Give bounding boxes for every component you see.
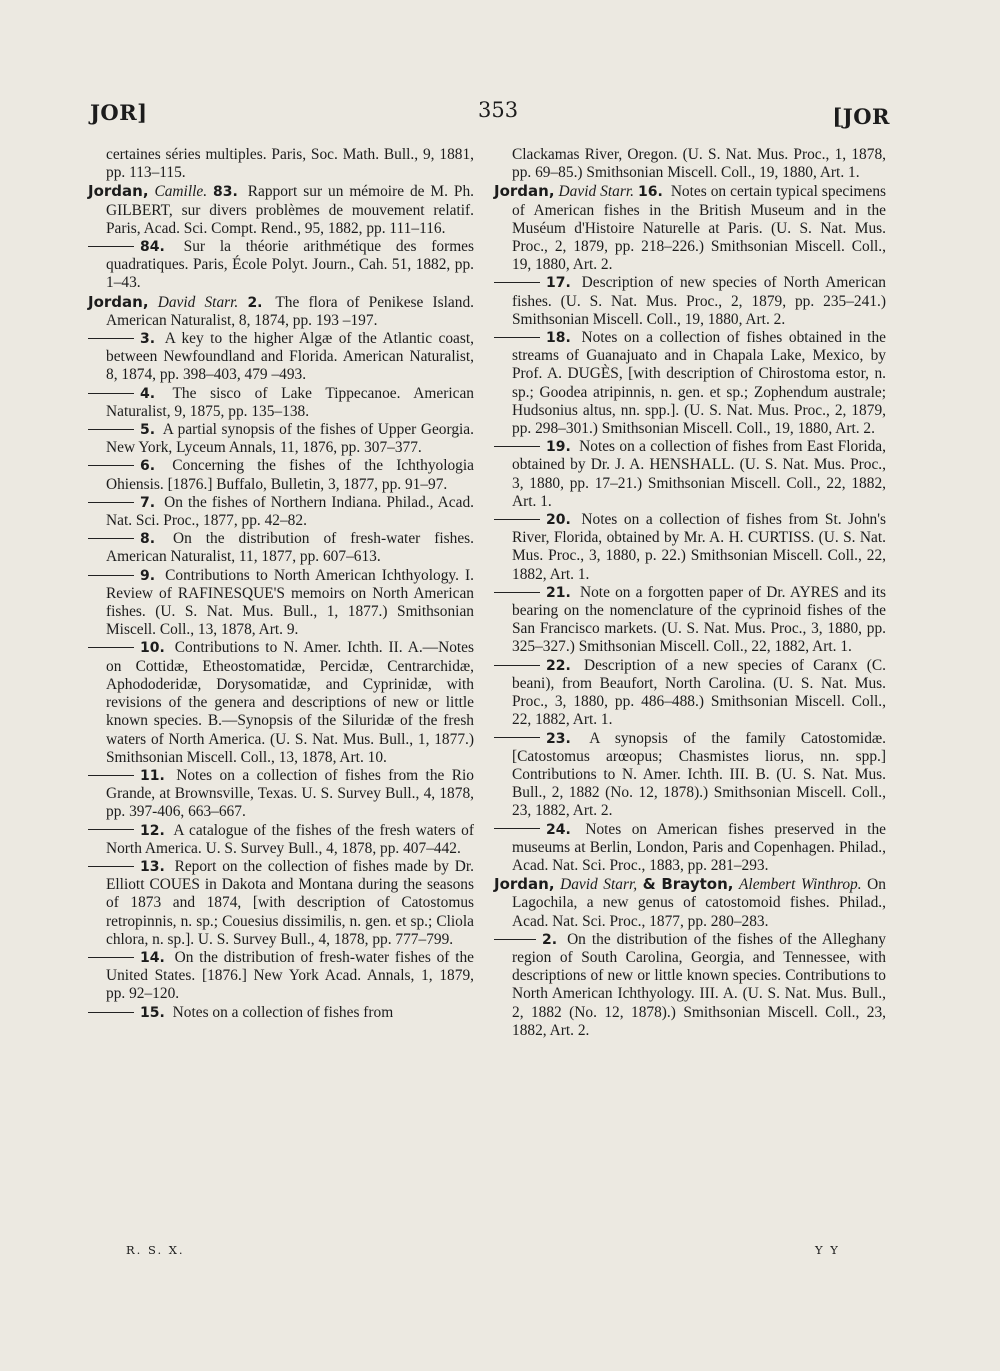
bibliography-entry — [88, 494, 474, 530]
running-head-left: JOR] — [90, 100, 148, 125]
entry-text: A partial synopsis of the fishes of Upper Georgia. New York, Lyceum Annals, 11, 1876, pp. 307–377. — [106, 421, 474, 457]
bibliography-entry — [88, 238, 474, 293]
ditto-rule — [88, 338, 134, 339]
author-given-name: David Starr. — [558, 183, 634, 201]
entry-number: 19. — [546, 439, 571, 456]
entry-number: 11. — [140, 767, 165, 784]
entry-number: 22. — [546, 657, 571, 674]
author-given-name: Camille. — [154, 183, 208, 201]
entry-text: The sisco of Lake Tippecanoe. American Naturalist, 9, 1875, pp. 135–138. — [106, 384, 474, 420]
bibliography-entry — [494, 182, 886, 274]
bibliography-entry — [88, 767, 474, 822]
entry-text: Sur la théorie arithmétique des formes quadratiques. Paris, École Polyt. Journ., Cah. 51, 1882, pp. 1–43. — [106, 238, 474, 292]
entry-number: 18. — [546, 330, 571, 347]
ditto-rule — [494, 337, 540, 338]
ditto-rule — [88, 538, 134, 539]
ditto-rule — [88, 957, 134, 958]
entry-text: Report on the collection of fishes made by Dr. Elliott COUES in Dakota and Montana during the seasons of 1873 and 1874, [with description of Catostomus retropinnis, n. sp.; Couesius dissimilis, n. gen. et sp.; Cliola chlora, n. sp.]. U. S. Survey Bull., 4, 1878, pp. 777–799. — [106, 857, 474, 948]
bibliography-entry — [88, 949, 474, 1004]
entry-number: 5. — [140, 422, 156, 439]
ditto-rule — [88, 829, 134, 830]
entry-text: On Lagochila, a new genus of catostomoid fishes. Philad., Acad. Nat. Sci. Proc., 1877, pp. 280–283. — [512, 876, 886, 930]
entry-text: Notes on a collection of fishes from — [172, 1003, 394, 1021]
bibliography-entry — [88, 182, 474, 238]
author-name: Jordan, — [88, 292, 149, 311]
entry-text: Note on a forgotten paper of Dr. AYRES and its bearing on the nomenclature of the cyprinoid fishes of the San Francisco markets. (U. S. Nat. Mus. Proc., 3, 1880, pp. 325–327.) Smithsonian Miscell. Coll., 22, 1882, Art. 1. — [512, 583, 886, 656]
bibliography-entry — [88, 293, 474, 330]
bibliography-entry — [88, 146, 474, 182]
author-given-name: Alembert Winthrop. — [739, 876, 862, 894]
bibliography-entry — [494, 274, 886, 329]
bibliography-entry — [88, 330, 474, 385]
entry-text: Notes on a collection of fishes from East Florida, obtained by Dr. J. A. HENSHALL. (U. S. Nat. Mus. Proc., 3, 1880, pp. 17–21.) Smithsonian Miscell. Coll., 22, 1882, Art. 1. — [512, 438, 886, 510]
bibliography-entry — [494, 821, 886, 876]
entry-text: Notes on a collection of fishes obtained in the streams of Guanajuato and in Chapala Lake, Mexico, by Prof. A. DUGÈS, [with description of Chirostoma estor, n. sp.; Goodea atripinnis, n. gen. et sp.; Zophendum australe; Hudsonius altus, nn. spp.]. (U. S. Nat. Mus. Proc., 2, 1879, pp. 298–301.) Smithsonian Miscell. Coll., 19, 1880, Art. 2. — [512, 329, 886, 438]
ditto-rule — [88, 502, 134, 503]
entry-text: On the distribution of fresh-water fishes of the United States. [1876.] New York Acad. Annals, 1, 1879, pp. 92–120. — [106, 948, 474, 1003]
entry-text: Description of new species of North American fishes. (U. S. Nat. Mus. Proc., 2, 1879, pp. 235–241.) Smithsonian Miscell. Coll., 19, 1880, Art. 2. — [512, 274, 886, 328]
bibliography-entry — [494, 438, 886, 511]
entry-text: certaines séries multiples. Paris, Soc. Math. Bull., 9, 1881, pp. 113–115. — [106, 146, 474, 182]
bibliography-entry — [494, 730, 886, 821]
signature-mark: R. S. X. — [126, 1243, 185, 1257]
entry-text: Description of a new species of Caranx (C. beani), from Beaufort, North Carolina. (U. S. Nat. Mus. Proc., 3, 1880, pp. 486–488.) Smithsonian Miscell. Coll., 22, 1882, Art. 1. — [512, 656, 886, 729]
bibliography-entry — [494, 511, 886, 584]
bibliography-entry — [494, 875, 886, 931]
entry-number: 83. — [213, 184, 238, 201]
entry-text: On the distribution of the fishes of the Alleghany region of South Carolina, Georgia, and Tennessee, with descriptions of new or little known species. Contributions to North American Ichthyology. III. A. (U. S. Nat. Mus. Bull., 2, 1882 (No. 12, 1878).) Smithsonian Miscell. Coll., 23, 1882, Art. 2. — [512, 930, 886, 1039]
bibliography-entry — [88, 1004, 474, 1022]
left-column — [88, 146, 474, 1022]
entry-text: Concerning the fishes of the Ichthyologia Ohiensis. [1876.] Buffalo, Bulletin, 3, 1877, pp. 91–97. — [106, 457, 474, 493]
ditto-rule — [494, 737, 540, 738]
entry-number: 16. — [637, 184, 663, 201]
entry-text: Contributions to North American Ichthyology. I. Review of RAFINESQUE'S memoirs on North American fishes. (U. S. Nat. Mus. Bull., 1, 1877.) Smithsonian Miscell. Coll., 13, 1878, Art. 9. — [106, 566, 474, 639]
bibliography-entry — [494, 931, 886, 1040]
entry-number: 24. — [546, 821, 571, 838]
entry-text: The flora of Penikese Island. American Naturalist, 8, 1874, pp. 193 –197. — [106, 293, 474, 329]
entry-text: Clackamas River, Oregon. (U. S. Nat. Mus. Proc., 1, 1878, pp. 69–85.) Smithsonian Miscell. Coll., 19, 1880, Art. 1. — [512, 146, 886, 182]
entry-text: Notes on certain typical specimens of American fishes in the British Museum and in the Muséum d'Histoire Naturelle at Paris. (U. S. Nat. Mus. Proc., 2, 1879, pp. 218–226.) Smithsonian Miscell. Coll., 19, 1880, Art. 2. — [512, 183, 886, 274]
ditto-rule — [494, 519, 540, 520]
ditto-rule — [494, 592, 540, 593]
entry-number: 14. — [140, 949, 165, 966]
entry-number: 6. — [140, 458, 156, 475]
ampersand: & — [642, 875, 656, 894]
entry-number: 7. — [140, 494, 156, 511]
entry-text: On the fishes of Northern Indiana. Philad., Acad. Nat. Sci. Proc., 1877, pp. 42–82. — [106, 493, 474, 530]
author-given-name: David Starr. — [157, 293, 239, 311]
entry-text: On the distribution of fresh-water fishes. American Naturalist, 11, 1877, pp. 607–613. — [106, 530, 474, 566]
ditto-rule — [88, 575, 134, 576]
entry-number: 10. — [140, 640, 165, 657]
ditto-rule — [88, 775, 134, 776]
entry-text: A synopsis of the family Catostomidæ. [Catostomus arœopus; Chasmistes liorus, nn. spp.] Contributions to N. Amer. Ichth. III. B. (U. S. Nat. Mus. Bull., 2, 1882 (No. 12, 1878).) Smithsonian Miscell. Coll., 23, 1882, Art. 2. — [512, 729, 886, 820]
ditto-rule — [494, 665, 540, 666]
running-head-right: [JOR — [832, 104, 890, 129]
ditto-rule — [494, 828, 540, 829]
entry-number: 3. — [140, 331, 156, 348]
page-header — [90, 98, 890, 138]
bibliography-entry — [88, 530, 474, 566]
entry-text: A catalogue of the fishes of the fresh waters of North America. U. S. Survey Bull., 4, 1878, pp. 407–442. — [106, 821, 475, 857]
bibliography-entry — [494, 146, 886, 182]
bibliography-entry — [88, 639, 474, 766]
ditto-rule — [494, 282, 540, 283]
entry-number: 21. — [546, 584, 571, 601]
bibliography-entry — [88, 421, 474, 457]
entry-number: 15. — [140, 1004, 165, 1021]
bibliography-entry — [494, 584, 886, 657]
author-name: Jordan, — [88, 182, 149, 201]
ditto-rule — [88, 1012, 134, 1013]
entry-number: 84. — [140, 239, 165, 256]
bibliography-entry — [88, 457, 474, 493]
entry-number: 4. — [140, 385, 156, 402]
author-given-name: David Starr, — [560, 876, 638, 894]
entry-text: A key to the higher Algæ of the Atlantic coast, between Newfoundland and Florida. American Naturalist, 8, 1874, pp. 398–403, 479 –493. — [106, 330, 474, 384]
bibliography-entry — [494, 657, 886, 730]
entry-number: 13. — [140, 858, 165, 875]
author-name: Brayton, — [661, 875, 734, 894]
ditto-rule — [88, 647, 134, 648]
entry-number: 20. — [546, 512, 571, 529]
entry-number: 8. — [140, 531, 156, 548]
ditto-rule — [88, 866, 134, 867]
ditto-rule — [88, 465, 134, 466]
author-name: Jordan, — [494, 875, 555, 894]
ditto-rule — [88, 246, 134, 247]
ditto-rule — [88, 393, 134, 394]
bibliography-entry — [88, 858, 474, 949]
entry-text: Notes on American fishes preserved in the museums at Berlin, London, Paris and Copenhagen. Philad., Acad. Nat. Sci. Proc., 1883, pp. 281–293. — [512, 820, 886, 874]
ditto-rule — [494, 939, 536, 940]
entry-text: Notes on a collection of fishes from St. John's River, Florida, obtained by Mr. A. H. CURTISS. (U. S. Nat. Mus. Proc., 3, 1880, p. 22.) Smithsonian Miscell. Coll., 22, 1882, Art. 1. — [512, 511, 886, 583]
entry-number: 23. — [546, 730, 571, 747]
bibliography-entry — [494, 329, 886, 438]
right-column — [494, 146, 886, 1040]
bibliography-entry — [88, 385, 474, 421]
entry-number: 12. — [140, 822, 165, 839]
entry-number: 9. — [140, 567, 156, 584]
entry-text: Notes on a collection of fishes from the Rio Grande, at Brownsville, Texas. U. S. Survey Bull., 4, 1878, pp. 397-406, 663–667. — [106, 766, 474, 821]
author-name: Jordan, — [494, 182, 555, 201]
signature-mark-right: Y Y — [815, 1243, 840, 1257]
bibliography-entry — [88, 567, 474, 640]
ditto-rule — [88, 429, 134, 430]
entry-number: 2. — [247, 294, 263, 311]
entry-number: 2. — [542, 931, 558, 948]
entry-text: Rapport sur un mémoire de M. Ph. GILBERT, sur divers problèmes de mouvement relatif. Paris, Acad. Sci. Compt. Rend., 95, 1882, pp. 111–116. — [106, 183, 474, 237]
entry-text: Contributions to N. Amer. Ichth. II. A.—Notes on Cottidæ, Etheostomatidæ, Percidæ, Centrarchidæ, Aphododeridæ, Dorysomatidæ, and Cyprinidæ, with revisions of the genera and descriptions of new or little known species. B.—Synopsis of the Siluridæ of the fresh waters of North America. (U. S. Nat. Mus. Bull., 1, 1877.) Smithsonian Miscell. Coll., 13, 1878, Art. 10. — [106, 639, 474, 766]
ditto-rule — [494, 446, 540, 447]
bibliography-entry — [88, 822, 474, 858]
entry-number: 17. — [546, 275, 571, 292]
page-number: 353 — [478, 98, 519, 122]
